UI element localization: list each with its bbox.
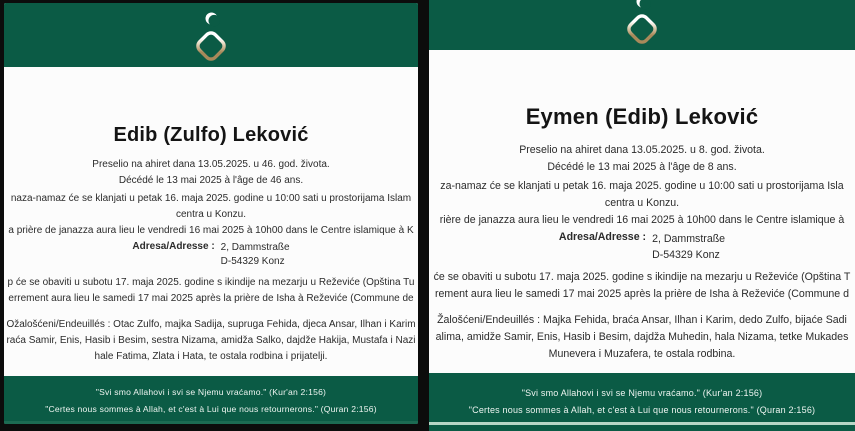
quran-quote-bosnian: "Svi smo Allahovi i svi se Njemu vraćamo." (Kur'an 2:156) xyxy=(95,387,327,397)
address-block xyxy=(429,231,855,263)
death-date-french: Décédé le 13 mai 2025 à l'âge de 8 ans. xyxy=(547,161,737,173)
crescent-dome-icon xyxy=(188,11,234,63)
card-footer-band xyxy=(4,376,418,424)
obituary-card-left[interactable] xyxy=(4,3,418,424)
address-block xyxy=(4,241,418,269)
janaza-info-bosnian-2: centra u Konzu. xyxy=(604,197,680,209)
mourners-line-2: raća Samir, Enis, Hasib i Besim, sestra Nizama, amidža Salko, dajdže Hakija, Mustafa i Nazi xyxy=(6,335,416,346)
obituary-text-block xyxy=(429,50,855,363)
janaza-info-bosnian: za-namaz će se klanjati u petak 16. maja 2025. godine u 10:00 sati u prostorijama Isla xyxy=(440,180,844,192)
deceased-name-title: Edib (Zulfo) Leković xyxy=(113,124,309,146)
card-header-band xyxy=(429,0,855,50)
address-street: 2, Dammstraße xyxy=(652,233,726,245)
burial-info-bosnian: će se obaviti u subotu 17. maja 2025. godine s ikindije na mezarju u Reževiće (Opština T xyxy=(433,271,851,283)
death-date-bosnian: Preselio na ahiret dana 13.05.2025. u 8. god. života. xyxy=(519,144,765,156)
quran-quote-french: "Certes nous sommes à Allah, et c'est à Lui que nous retournerons." (Quran 2:156) xyxy=(45,404,377,414)
address-label: Adresa/Adresse : xyxy=(132,241,215,252)
obituary-document xyxy=(4,3,418,424)
janaza-info-bosnian-2: centra u Konzu. xyxy=(175,209,247,220)
death-date-french: Décédé le 13 mai 2025 à l'âge de 46 ans. xyxy=(118,175,304,186)
card-footer-band xyxy=(429,373,855,431)
address-city: D-54329 Konz xyxy=(220,256,285,267)
crescent-dome-icon xyxy=(619,0,665,46)
quran-quote-french: "Certes nous sommes à Allah, et c'est à Lui que nous retournerons." (Quran 2:156) xyxy=(468,405,816,415)
address-city: D-54329 Konz xyxy=(652,249,720,261)
mourners-line-1: Žalošćeni/Endeuillés : Majka Fehida, braća Ansar, Ilhan i Karim, dedo Zulfo, bijaće Sadi xyxy=(437,314,847,326)
mourners-line-3: Munevera i Muzafera, te ostala rodbina. xyxy=(548,348,736,360)
mourners-line-3: hale Fatima, Zlata i Hata, te ostala rodbina i prijatelji. xyxy=(94,351,328,362)
address-street: 2, Dammstraße xyxy=(220,242,290,253)
card-bottom-edge-strip xyxy=(429,422,855,425)
burial-info-french: errement aura lieu le samedi 17 mai 2025 après la prière de Isha à Reževiće (Commune de xyxy=(8,293,414,304)
obituary-text-block xyxy=(4,67,418,365)
quran-quote-bosnian: "Svi smo Allahovi i svi se Njemu vraćamo." (Kur'an 2:156) xyxy=(521,388,763,398)
burial-info-bosnian: p će se obaviti u subotu 17. maja 2025. godine s ikindije na mezarju u Reževiće (Opština Tu xyxy=(7,277,415,288)
janaza-info-french: rière de janazza aura lieu le vendredi 16 mai 2025 à 10h00 dans le Centre islamique à xyxy=(439,214,845,226)
obituary-document xyxy=(429,0,855,431)
card-header-band xyxy=(4,3,418,67)
obituary-card-right[interactable] xyxy=(429,0,855,431)
burial-info-french: rement aura lieu le samedi 17 mai 2025 après la prière de Isha à Reževiće (Commune d xyxy=(435,288,849,300)
mourners-line-2: alima, amidže Samir, Enis, Hasib i Besim, dajdža Muhedin, hala Nizama, tetke Mukades xyxy=(435,331,849,343)
deceased-name-title: Eymen (Edib) Leković xyxy=(525,104,759,129)
janaza-info-bosnian: naza-namaz će se klanjati u petak 16. maja 2025. godine u 10:00 sati u prostorijama Islam xyxy=(10,193,412,204)
address-label: Adresa/Adresse : xyxy=(558,231,647,243)
mourners-line-1: Ožalošćeni/Endeuillés : Otac Zulfo, majka Sadija, supruga Fehida, djeca Ansar, Ilhan i Karim xyxy=(6,319,416,330)
death-date-bosnian: Preselio na ahiret dana 13.05.2025. u 46. god. života. xyxy=(92,159,330,170)
janaza-info-french: a prière de janazza aura lieu le vendredi 16 mai 2025 à 10h00 dans le Centre islamique à K xyxy=(8,225,414,236)
